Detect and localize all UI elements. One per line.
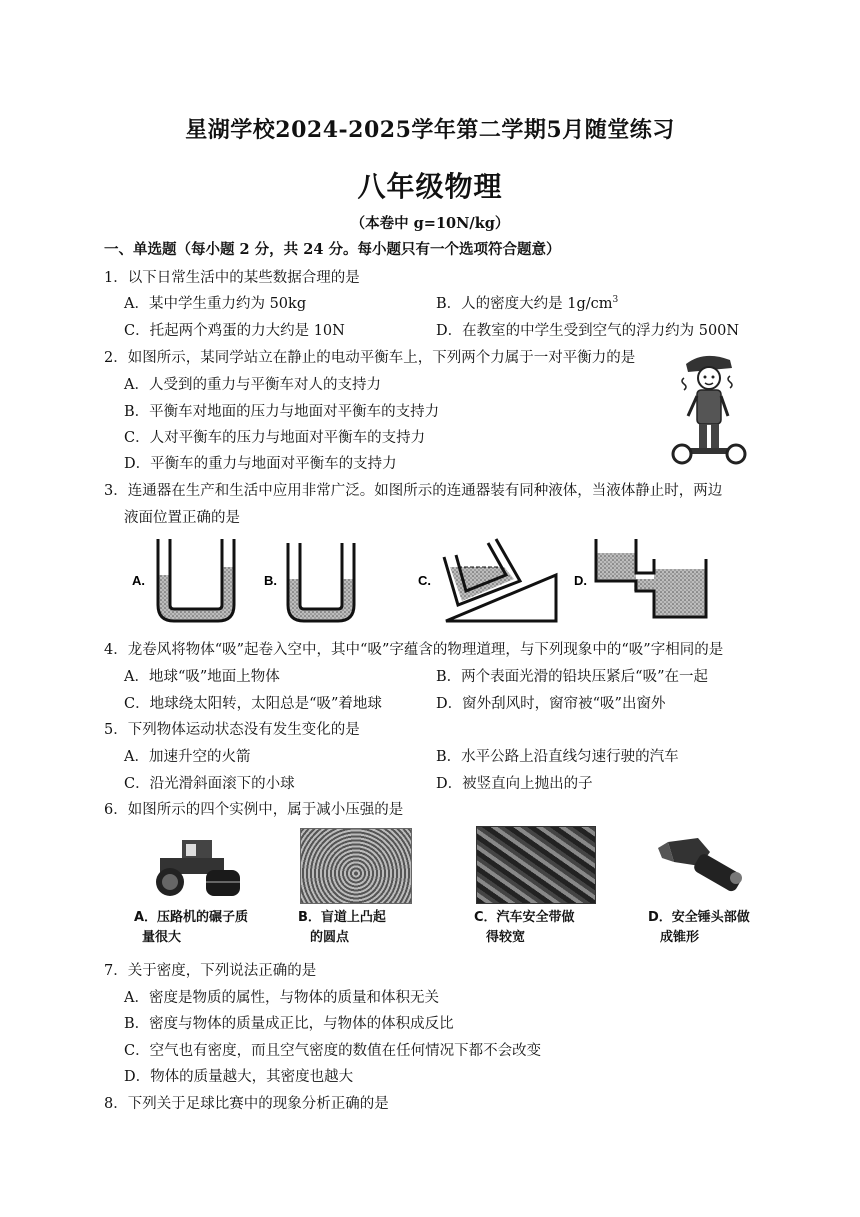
q7-stem: 7．关于密度，下列说法正确的是 [104, 963, 317, 979]
q5-option-b: B．水平公路上沿直线匀速行驶的汽车 [436, 749, 679, 765]
q5-option-d: D．被竖直向上抛出的子 [436, 776, 593, 792]
q3-stem-line2: 液面位置正确的是 [124, 510, 240, 526]
q2-option-b: B．平衡车对地面的压力与地面对平衡车的支持力 [124, 404, 440, 420]
q6-caption-a: A．压路机的碾子质 量很大 [134, 910, 249, 945]
q3-label-d: D. [574, 573, 587, 588]
q5-stem: 5．下列物体运动状态没有发生变化的是 [104, 722, 360, 738]
q5-option-a: A．加速升空的火箭 [124, 749, 251, 765]
q7-option-c: C．空气也有密度，而且空气密度的数值在任何情况下都不会改变 [124, 1043, 542, 1059]
q4-option-c: C．地球绕太阳转，太阳总是“吸”着地球 [124, 696, 382, 712]
q2-option-a: A．人受到的重力与平衡车对人的支持力 [124, 377, 381, 393]
q7-option-a: A．密度是物质的属性，与物体的质量和体积无关 [124, 990, 439, 1006]
q5-option-c: C．沿光滑斜面滚下的小球 [124, 776, 295, 792]
q3-label-b: B. [264, 573, 277, 588]
tactile-paving-image [300, 828, 412, 904]
q7-option-b: B．密度与物体的质量成正比，与物体的体积成反比 [124, 1016, 454, 1032]
section-heading: 一、单选题（每小题 2 分，共 24 分。每小题只有一个选项符合题意） [104, 241, 561, 258]
q6-caption-b: B．盲道上凸起 的圆点 [298, 910, 386, 945]
q1-option-b: B．人的密度大约是 $1g/cm^3$ [436, 295, 619, 312]
q1-stem: 1．以下日常生活中的某些数据合理的是 [104, 270, 360, 286]
balance-scooter-figure [664, 350, 750, 472]
communicating-vessels-figures [128, 535, 728, 625]
q2-stem: 2．如图所示，某同学站立在静止的电动平衡车上，下列两个力属于一对平衡力的是 [104, 350, 636, 366]
q1-option-d: D．在教室的中学生受到空气的浮力约为 500N [436, 323, 740, 339]
q4-option-a: A．地球“吸”地面上物体 [124, 669, 280, 685]
q3-label-c: C. [418, 573, 431, 588]
q4-option-d: D．窗外刮风时，窗帘被“吸”出窗外 [436, 696, 666, 712]
q1-option-c: C．托起两个鸡蛋的力大约是 10N [124, 323, 345, 339]
q3-stem-line1: 3．连通器在生产和生活中应用非常广泛。如图所示的连通器装有同种液体，当液体静止时，两边 [104, 483, 723, 499]
seat-belt-image [476, 826, 596, 904]
q2-option-c: C．人对平衡车的压力与地面对平衡车的支持力 [124, 430, 426, 446]
q4-option-b: B．两个表面光滑的铅块压紧后“吸”在一起 [436, 669, 708, 685]
q1-option-a: A．某中学生重力约为 50kg [124, 296, 307, 312]
q6-caption-c: C．汽车安全带做 得较宽 [474, 910, 575, 945]
safety-hammer-image [650, 828, 760, 898]
exam-title: 星湖学校2024-2025学年第二学期5月随堂练习 [185, 117, 675, 143]
exam-subtitle: 八年级物理 [357, 170, 503, 203]
q6-stem: 6．如图所示的四个实例中，属于减小压强的是 [104, 802, 404, 818]
road-roller-image [140, 834, 244, 900]
q4-stem: 4．龙卷风将物体“吸”起卷入空中，其中“吸”字蕴含的物理道理，与下列现象中的“吸”字相同的是 [104, 642, 724, 658]
q7-option-d: D．物体的质量越大，其密度也越大 [124, 1069, 354, 1085]
q2-option-d: D．平衡车的重力与地面对平衡车的支持力 [124, 456, 397, 472]
q8-stem: 8．下列关于足球比赛中的现象分析正确的是 [104, 1096, 389, 1112]
q3-label-a: A. [132, 573, 145, 588]
gravity-note: （本卷中 g=10N/kg） [350, 215, 510, 232]
q6-caption-d: D．安全锤头部做 成锥形 [648, 910, 750, 945]
